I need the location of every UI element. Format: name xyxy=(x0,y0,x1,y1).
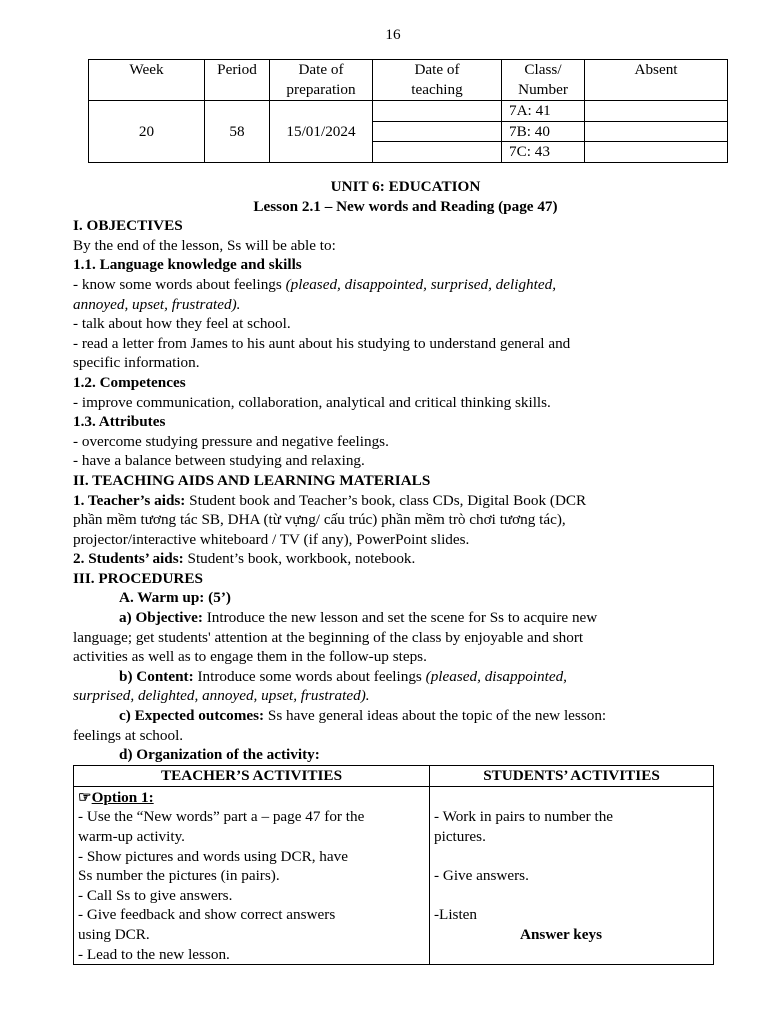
procedures-heading: III. PROCEDURES xyxy=(73,569,203,587)
objective-line: a) Objective: Introduce the new lesson and set the scene for Ss to acquire new xyxy=(119,609,598,627)
teacher-activity-line: - Lead to the new lesson. xyxy=(78,945,230,963)
header-date-preparation: Date of preparation xyxy=(270,60,373,101)
header-week: Week xyxy=(89,60,205,101)
student-activity-line: - Give answers. xyxy=(434,867,529,885)
students-aids: 2. Students’ aids: Student’s book, workbook, notebook. xyxy=(73,550,416,568)
header-class-number: Class/ Number xyxy=(502,60,585,101)
attributes-item: - have a balance between studying and relaxing. xyxy=(73,452,365,470)
objectives-heading: I. OBJECTIVES xyxy=(73,217,183,235)
class-cell: 7A: 41 xyxy=(502,101,585,122)
absent-cell xyxy=(585,101,728,122)
teacher-activity-line: using DCR. xyxy=(78,925,150,943)
competences-item: - improve communication, collaboration, analytical and critical thinking skills. xyxy=(73,393,551,411)
outcomes-line: c) Expected outcomes: Ss have general ideas about the topic of the new lesson: xyxy=(119,707,607,725)
language-item: - talk about how they feel at school. xyxy=(73,315,291,333)
students-activities-header: STUDENTS’ ACTIVITIES xyxy=(430,765,714,786)
language-heading: 1.1. Language knowledge and skills xyxy=(73,256,302,274)
class-cell: 7C: 43 xyxy=(502,142,585,163)
language-item: - read a letter from James to his aunt about his studying to understand general and xyxy=(73,334,571,352)
teacher-activity-line: Ss number the pictures (in pairs). xyxy=(78,867,280,885)
language-item: - know some words about feelings (pleased, disappointed, surprised, delighted, xyxy=(73,275,556,293)
lesson-info-table xyxy=(88,59,728,163)
teacher-activities-header: TEACHER’S ACTIVITIES xyxy=(74,765,430,786)
teacher-activity-line: - Show pictures and words using DCR, have xyxy=(78,847,348,865)
lesson-title: Lesson 2.1 – New words and Reading (page 47) xyxy=(253,197,558,215)
activities-table xyxy=(73,765,714,965)
class-cell: 7B: 40 xyxy=(502,121,585,142)
week-cell: 20 xyxy=(89,101,205,163)
header-period: Period xyxy=(205,60,270,101)
student-activity-line: pictures. xyxy=(434,828,486,845)
students-activities-cell xyxy=(430,786,714,964)
warmup-heading: A. Warm up: (5’) xyxy=(119,589,231,607)
student-activity-line: -Listen xyxy=(434,906,478,924)
attributes-heading: 1.3. Attributes xyxy=(73,413,166,431)
language-item-cont: specific information. xyxy=(73,354,200,372)
answer-keys-label: Answer keys xyxy=(520,925,602,943)
objectives-intro: By the end of the lesson, Ss will be able to: xyxy=(73,236,336,254)
outcomes-line-cont: feelings at school. xyxy=(73,726,184,744)
competences-heading: 1.2. Competences xyxy=(73,373,186,391)
date-teaching-cell xyxy=(373,101,502,122)
teacher-activity-line: - Use the “New words” part a – page 47 for the xyxy=(78,808,365,826)
teacher-activity-line: - Give feedback and show correct answers xyxy=(78,906,336,924)
aids-heading: II. TEACHING AIDS AND LEARNING MATERIALS xyxy=(73,471,431,489)
content-line-cont: surprised, delighted, annoyed, upset, frustrated). xyxy=(73,687,370,705)
attributes-item: - overcome studying pressure and negative feelings. xyxy=(73,432,389,450)
student-activity-line: - Work in pairs to number the xyxy=(434,808,614,826)
objective-line-cont: activities as well as to engage them in the follow-up steps. xyxy=(73,648,427,666)
teacher-activities-cell xyxy=(74,786,430,964)
content-line: b) Content: Introduce some words about feelings (pleased, disappointed, xyxy=(119,667,567,685)
teacher-aids-cont: projector/interactive whiteboard / TV (if any), PowerPoint slides. xyxy=(73,530,470,548)
lesson-plan-body xyxy=(73,177,738,965)
organization-heading: d) Organization of the activity: xyxy=(119,746,320,764)
teacher-activity-line: - Call Ss to give answers. xyxy=(78,886,233,904)
date-teaching-cell xyxy=(373,121,502,142)
language-item-cont: annoyed, upset, frustrated). xyxy=(73,295,241,313)
page-number: 16 xyxy=(385,26,401,43)
absent-cell xyxy=(585,121,728,142)
date-preparation-cell: 15/01/2024 xyxy=(270,101,373,163)
option-label: ☞Option 1: xyxy=(78,788,154,806)
teacher-aids: 1. Teacher’s aids: Student book and Teacher’s book, class CDs, Digital Book (DCR xyxy=(73,491,587,509)
pointing-hand-icon: ☞ xyxy=(78,788,92,806)
teacher-activity-line: warm-up activity. xyxy=(78,828,185,845)
header-absent: Absent xyxy=(585,60,728,101)
teacher-aids-cont: phần mềm tương tác SB, DHA (từ vựng/ cấu trúc) phần mềm trò chơi tương tác), xyxy=(73,511,566,529)
unit-title: UNIT 6: EDUCATION xyxy=(330,178,481,195)
header-date-teaching: Date of teaching xyxy=(373,60,502,101)
date-teaching-cell xyxy=(373,142,502,163)
objective-line-cont: language; get students' attention at the beginning of the class by enjoyable and short xyxy=(73,628,584,646)
period-cell: 58 xyxy=(205,101,270,163)
absent-cell xyxy=(585,142,728,163)
